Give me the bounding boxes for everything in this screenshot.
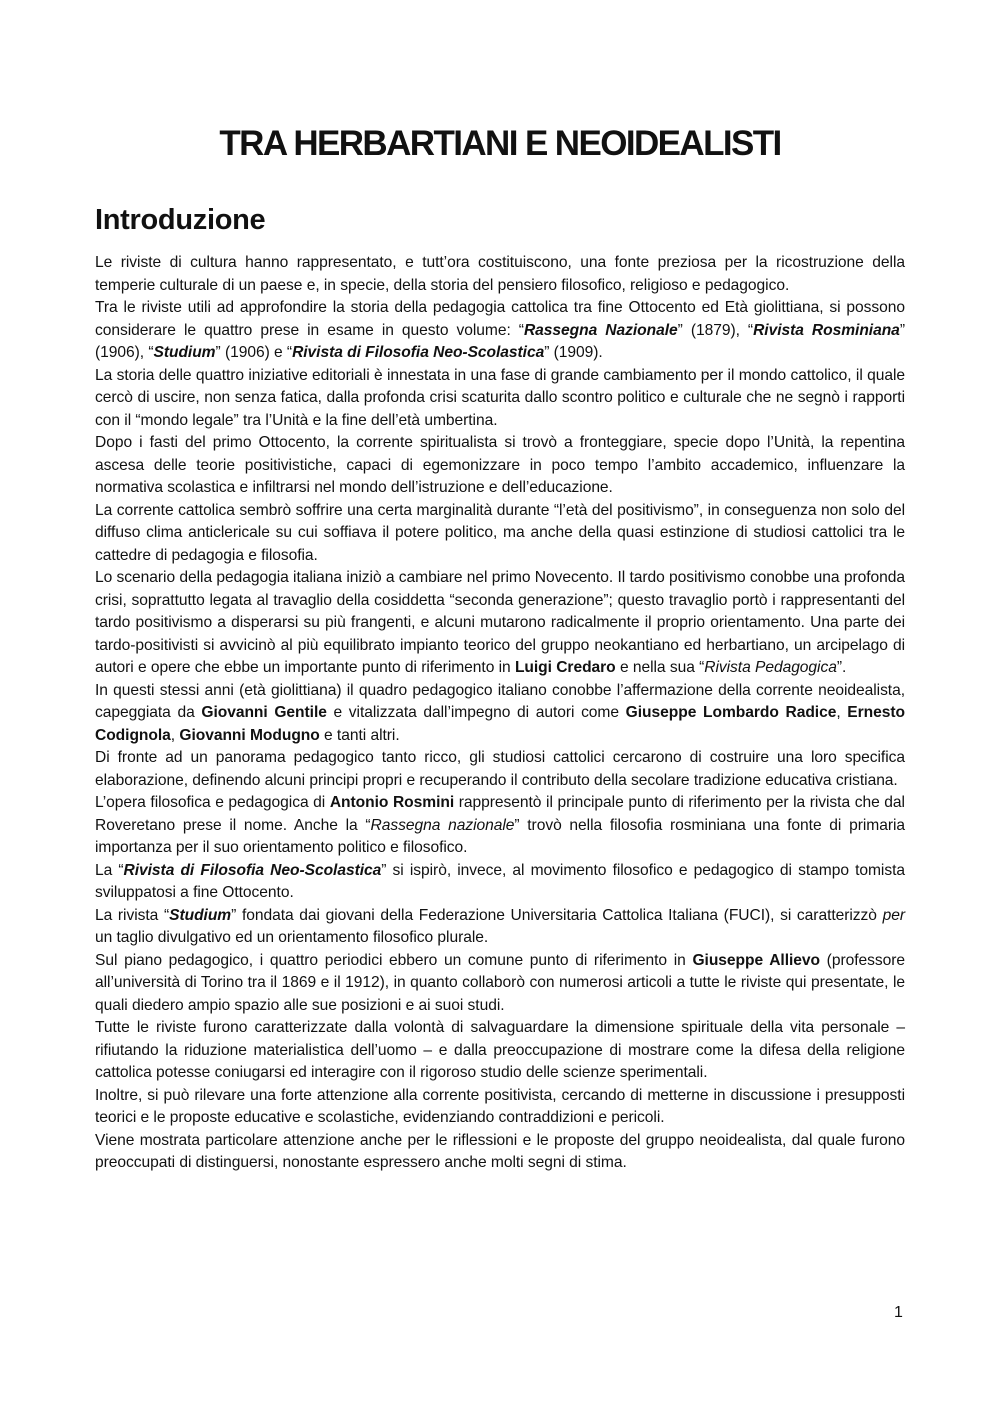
text-run: Lo scenario della pedagogia italiana iniziò a cambiare nel primo Novecento. Il tardo positivismo conobbe una profonda crisi, soprattutto legata al travaglio della cosiddetta “seconda generazione”; questo travaglio portò i rappresentanti del tardo positivismo a disperarsi su più frangenti, e alcuni mutarono radicalmente il proprio orientamento. Una parte dei tardo-positivisti si avvicinò al più equilibrato impianto teorico del gruppo neokantiano ed herbartiano, un arcipelago di autori e opere che ebbe un importante punto di riferimento in xyxy=(95,569,905,676)
journal-title: Rivista di Filosofia Neo-Scolastica xyxy=(292,344,545,361)
text-run: e tanti altri. xyxy=(319,726,400,744)
text-run: (professore all’università di Torino tra il 1869 e il 1912), in quanto collaborò con numerosi articoli a tutte le riviste qui presentate, le quali diedero ampio spazio alle sue posizioni e ai suoi studi. xyxy=(95,951,905,1014)
person-name: Ernesto Codignola xyxy=(95,704,905,744)
text-run: Tra le riviste utili ad approfondire la storia della pedagogia cattolica tra fine Ottocento ed Età giolittiana, si possono considerare le quattro prese in esame in questo volume: “ xyxy=(95,299,905,339)
text-run: ” (1906), “ xyxy=(95,321,905,361)
text-run: ” fondata dai giovani della Federazione Universitaria Cattolica Italiana (FUCI), si caratterizzò xyxy=(231,906,883,924)
paragraph-15: Viene mostrata particolare attenzione anche per le riflessioni e le proposte del gruppo neoidealista, dal quale furono preoccupati di distinguersi, nonostante espressero anche molti segni di stima. xyxy=(95,1131,905,1171)
text-run: ” (1909). xyxy=(544,344,603,361)
text-run: rappresentò il principale punto di riferimento per la rivista che dal Roveretano prese il nome. Anche la “ xyxy=(95,794,905,834)
emphasis: per xyxy=(882,906,905,924)
person-name: Antonio Rosmini xyxy=(329,794,455,811)
journal-title: Rassegna Nazionale xyxy=(523,321,678,339)
paragraph-3: La storia delle quattro iniziative editoriali è innestata in una fase di grande cambiamento per il mondo cattolico, il quale cercò di uscire, non senza fatica, dalla profonda crisi scaturita dallo scontro politico e culturale che ne segnò i rapporti con il “mondo legale” tra l’Unità e la fine dell’età umbertina. xyxy=(95,366,905,429)
text-run: e nella sua “ xyxy=(615,659,705,676)
journal-title: Rivista Rosminiana xyxy=(753,321,900,339)
text-run: e vitalizzata dall’impegno di autori come xyxy=(326,704,626,721)
text-run: , xyxy=(836,704,848,721)
text-run: ” si ispirò, invece, al movimento filosofico e pedagogico di stampo tomista sviluppatosi a fine Ottocento. xyxy=(95,861,905,901)
paragraph-13: Tutte le riviste furono caratterizzate dalla volontà di salvaguardare la dimensione spirituale della vita personale – rifiutando la riduzione materialistica dell’uomo – e dalla preoccupazione di mostrare come la difesa della religione cattolica potesse coniugarsi ed interagire con il rigoroso studio delle scienze sperimentali. xyxy=(95,1019,905,1081)
paragraph-8: Di fronte ad un panorama pedagogico tanto ricco, gli studiosi cattolici cercarono di costruire una loro specifica elaborazione, definendo alcuni principi propri e recuperando il contributo della secolare tradizione educativa cristiana. xyxy=(95,749,905,789)
journal-title: Studium xyxy=(169,906,232,924)
body-text xyxy=(95,252,905,1175)
paragraph-5: La corrente cattolica sembrò soffrire una certa marginalità durante “l’età del positivismo”, in conseguenza non solo del diffuso clima anticlericale su cui soffiava il potere politico, ma anche della quasi estinzione di studiosi cattolici tra le cattedre di pedagogia e filosofia. xyxy=(95,501,905,564)
page-number: 1 xyxy=(894,1304,903,1321)
text-run: La “ xyxy=(95,861,124,879)
paragraph-1: Le riviste di cultura hanno rappresentato, e tutt’ora costituiscono, una fonte preziosa per la ricostruzione della temperie culturale di un paese e, in specie, della storia del pensiero filosofico, religioso e pedagogico. xyxy=(95,254,905,294)
person-name: Giuseppe Allievo xyxy=(692,951,820,969)
text-run: ”. xyxy=(836,659,847,676)
paragraph-4: Dopo i fasti del primo Ottocento, la corrente spiritualista si trovò a fronteggiare, specie dopo l’Unità, la repentina ascesa delle teorie positivistiche, capaci di egemonizzare in poco tempo l’ambito accademico, influenzare la normativa scolastica e infiltrarsi nel mondo dell’istruzione e dell’educazione. xyxy=(95,434,905,496)
person-name: Giovanni Gentile xyxy=(201,704,327,721)
text-run: un taglio divulgativo ed un orientamento filosofico plurale. xyxy=(95,929,489,946)
document-title: TRA HERBARTIANI E NEOIDEALISTI xyxy=(219,124,781,163)
paragraph-11 xyxy=(95,905,905,950)
paragraph-9 xyxy=(95,792,905,860)
person-name: Giuseppe Lombardo Radice xyxy=(625,704,837,721)
text-run: L’opera filosofica e pedagogica di xyxy=(95,794,330,811)
text-run: In questi stessi anni (età giolittiana) il quadro pedagogico italiano conobbe l’affermazione della corrente neoidealista, capeggiata da xyxy=(95,681,905,721)
journal-title: Studium xyxy=(153,344,216,361)
journal-title: Rivista Pedagogica xyxy=(704,659,837,676)
section-heading: Introduzione xyxy=(95,204,266,236)
paragraph-6 xyxy=(95,567,905,680)
text-run: , xyxy=(170,726,180,744)
person-name: Giovanni Modugno xyxy=(179,726,320,744)
paragraph-2 xyxy=(95,297,905,365)
text-run: ” (1879), “ xyxy=(677,321,754,339)
person-name: Luigi Credaro xyxy=(514,659,616,676)
journal-title: Rassegna nazionale xyxy=(370,816,515,834)
paragraph-14: Inoltre, si può rilevare una forte attenzione alla corrente positivista, cercando di metterne in discussione i presupposti teorici e le proposte educative e scolastiche, evidenziando contraddizioni e pericoli. xyxy=(95,1086,905,1126)
text-run: ” (1906) e “ xyxy=(215,344,293,361)
paragraph-7 xyxy=(95,680,905,748)
text-run: La rivista “ xyxy=(95,906,170,924)
text-run: ” trovò nella filosofia rosminiana una fonte di primaria importanza per il suo orientamento politico e filosofico. xyxy=(95,816,906,856)
journal-title: Rivista di Filosofia Neo-Scolastica xyxy=(123,861,382,879)
paragraph-10 xyxy=(95,860,905,905)
paragraph-12 xyxy=(95,950,905,1018)
text-run: Sul piano pedagogico, i quattro periodici ebbero un comune punto di riferimento in xyxy=(95,951,693,969)
